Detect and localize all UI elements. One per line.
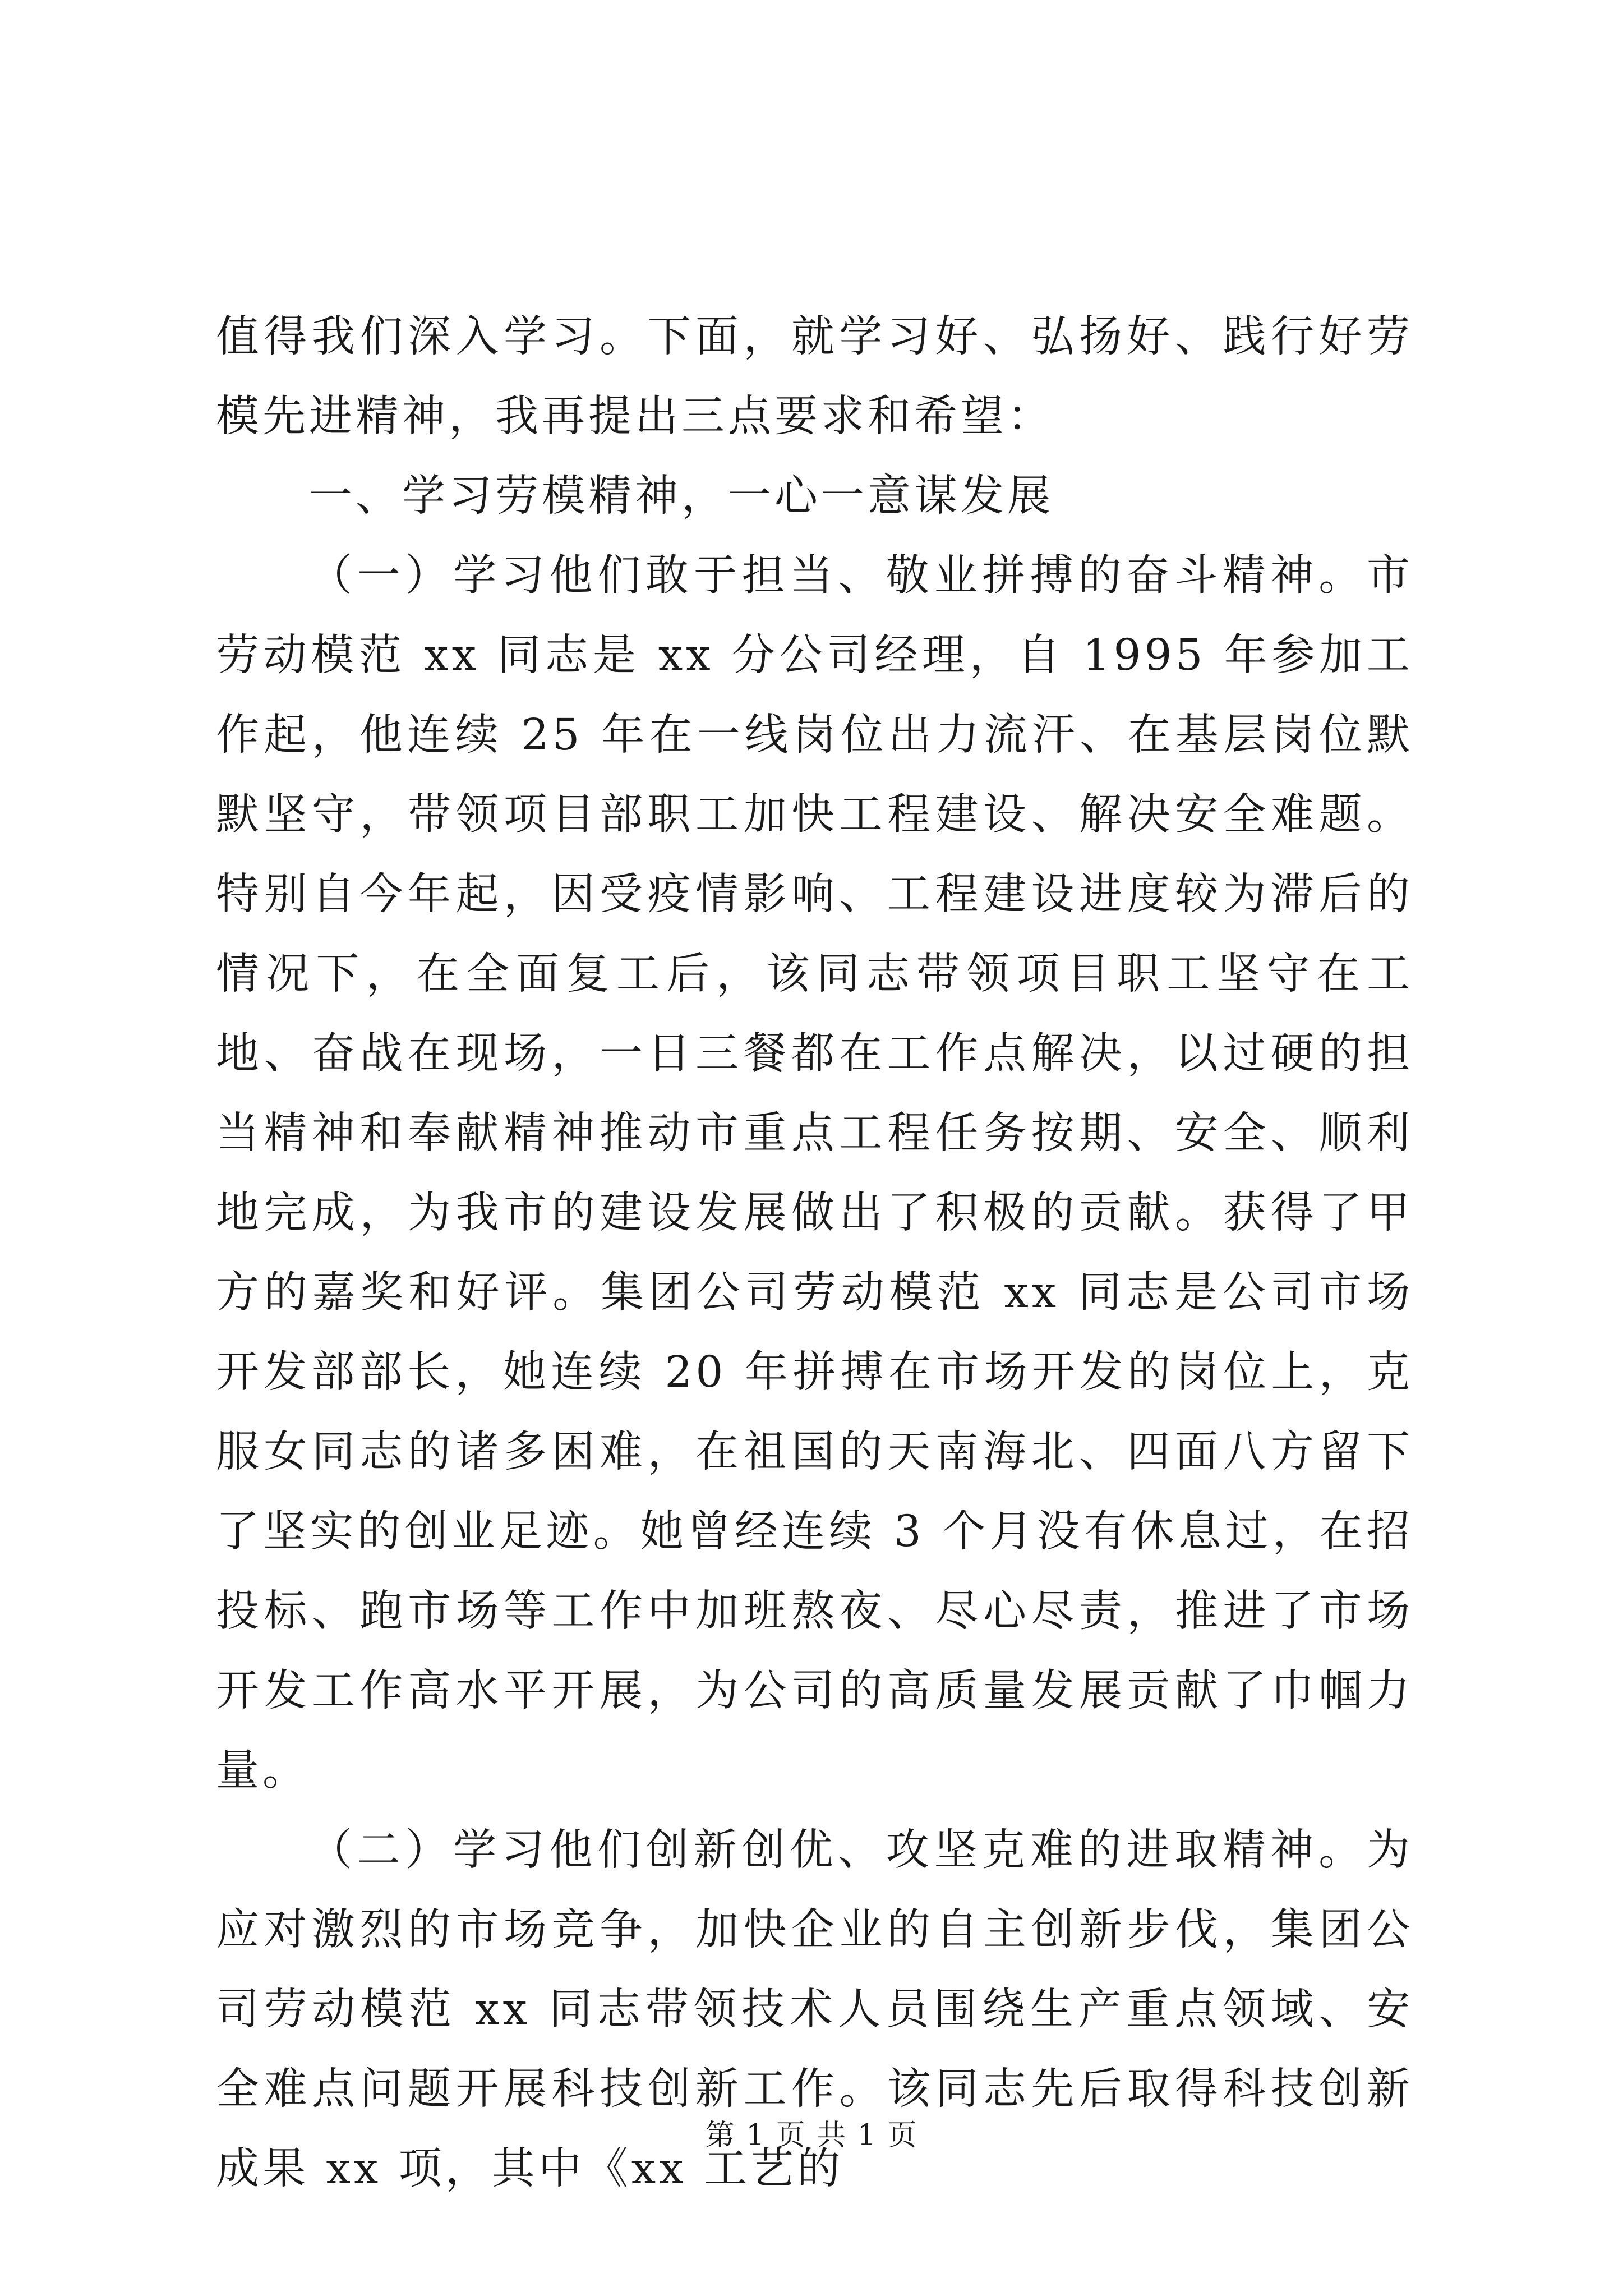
paragraph-2: （一）学习他们敢于担当、敬业拼搏的奋斗精神。市劳动模范 xx 同志是 xx 分公司经理，自 1995 年参加工作起，他连续 25 年在一线岗位出力流汗、在基层岗位默默坚守，带领项目部职工加快工程建设、解决安全难题。特别自今年起，因受疫情影响、工程建设进度较为滞后的情况下，在全面复工后，该同志带领项目职工坚守在工地、奋战在现场，一日三餐都在工作点解决，以过硬的担当精神和奉献精神推动市重点工程任务按期、安全、顺利地完成，为我市的建设发展做出了积极的贡献。获得了甲方的嘉奖和好评。集团公司劳动模范 xx 同志是公司市场开发部部长，她连续 20 年拼搏在市场开发的岗位上，克服女同志的诸多困难，在祖国的天南海北、四面八方留下了坚实的创业足迹。她曾经连续 3 个月没有休息过，在招投标、跑市场等工作中加班熬夜、尽心尽责，推进了市场开发工作高水平开展，为公司的高质量发展贡献了巾帼力量。	[216, 551, 1413, 1796]
document-body	[216, 297, 1413, 2209]
paragraph-1: 值得我们深入学习。下面，就学习好、弘扬好、践行好劳模先进精神，我再提出三点要求和希望：	[216, 312, 1413, 441]
paragraph-3: （二）学习他们创新创优、攻坚克难的进取精神。为应对激烈的市场竞争，加快企业的自主创新步伐，集团公司劳动模范 xx 同志带领技术人员围绕生产重点领域、安全难点问题开展科技创新工作。该同志先后取得科技创新成果 xx 项，其中《xx 工艺的	[216, 1825, 1413, 2194]
section-heading: 一、学习劳模精神，一心一意谋发展	[309, 471, 1054, 521]
page-footer: 第 1 页 共 1 页	[705, 2119, 918, 2152]
